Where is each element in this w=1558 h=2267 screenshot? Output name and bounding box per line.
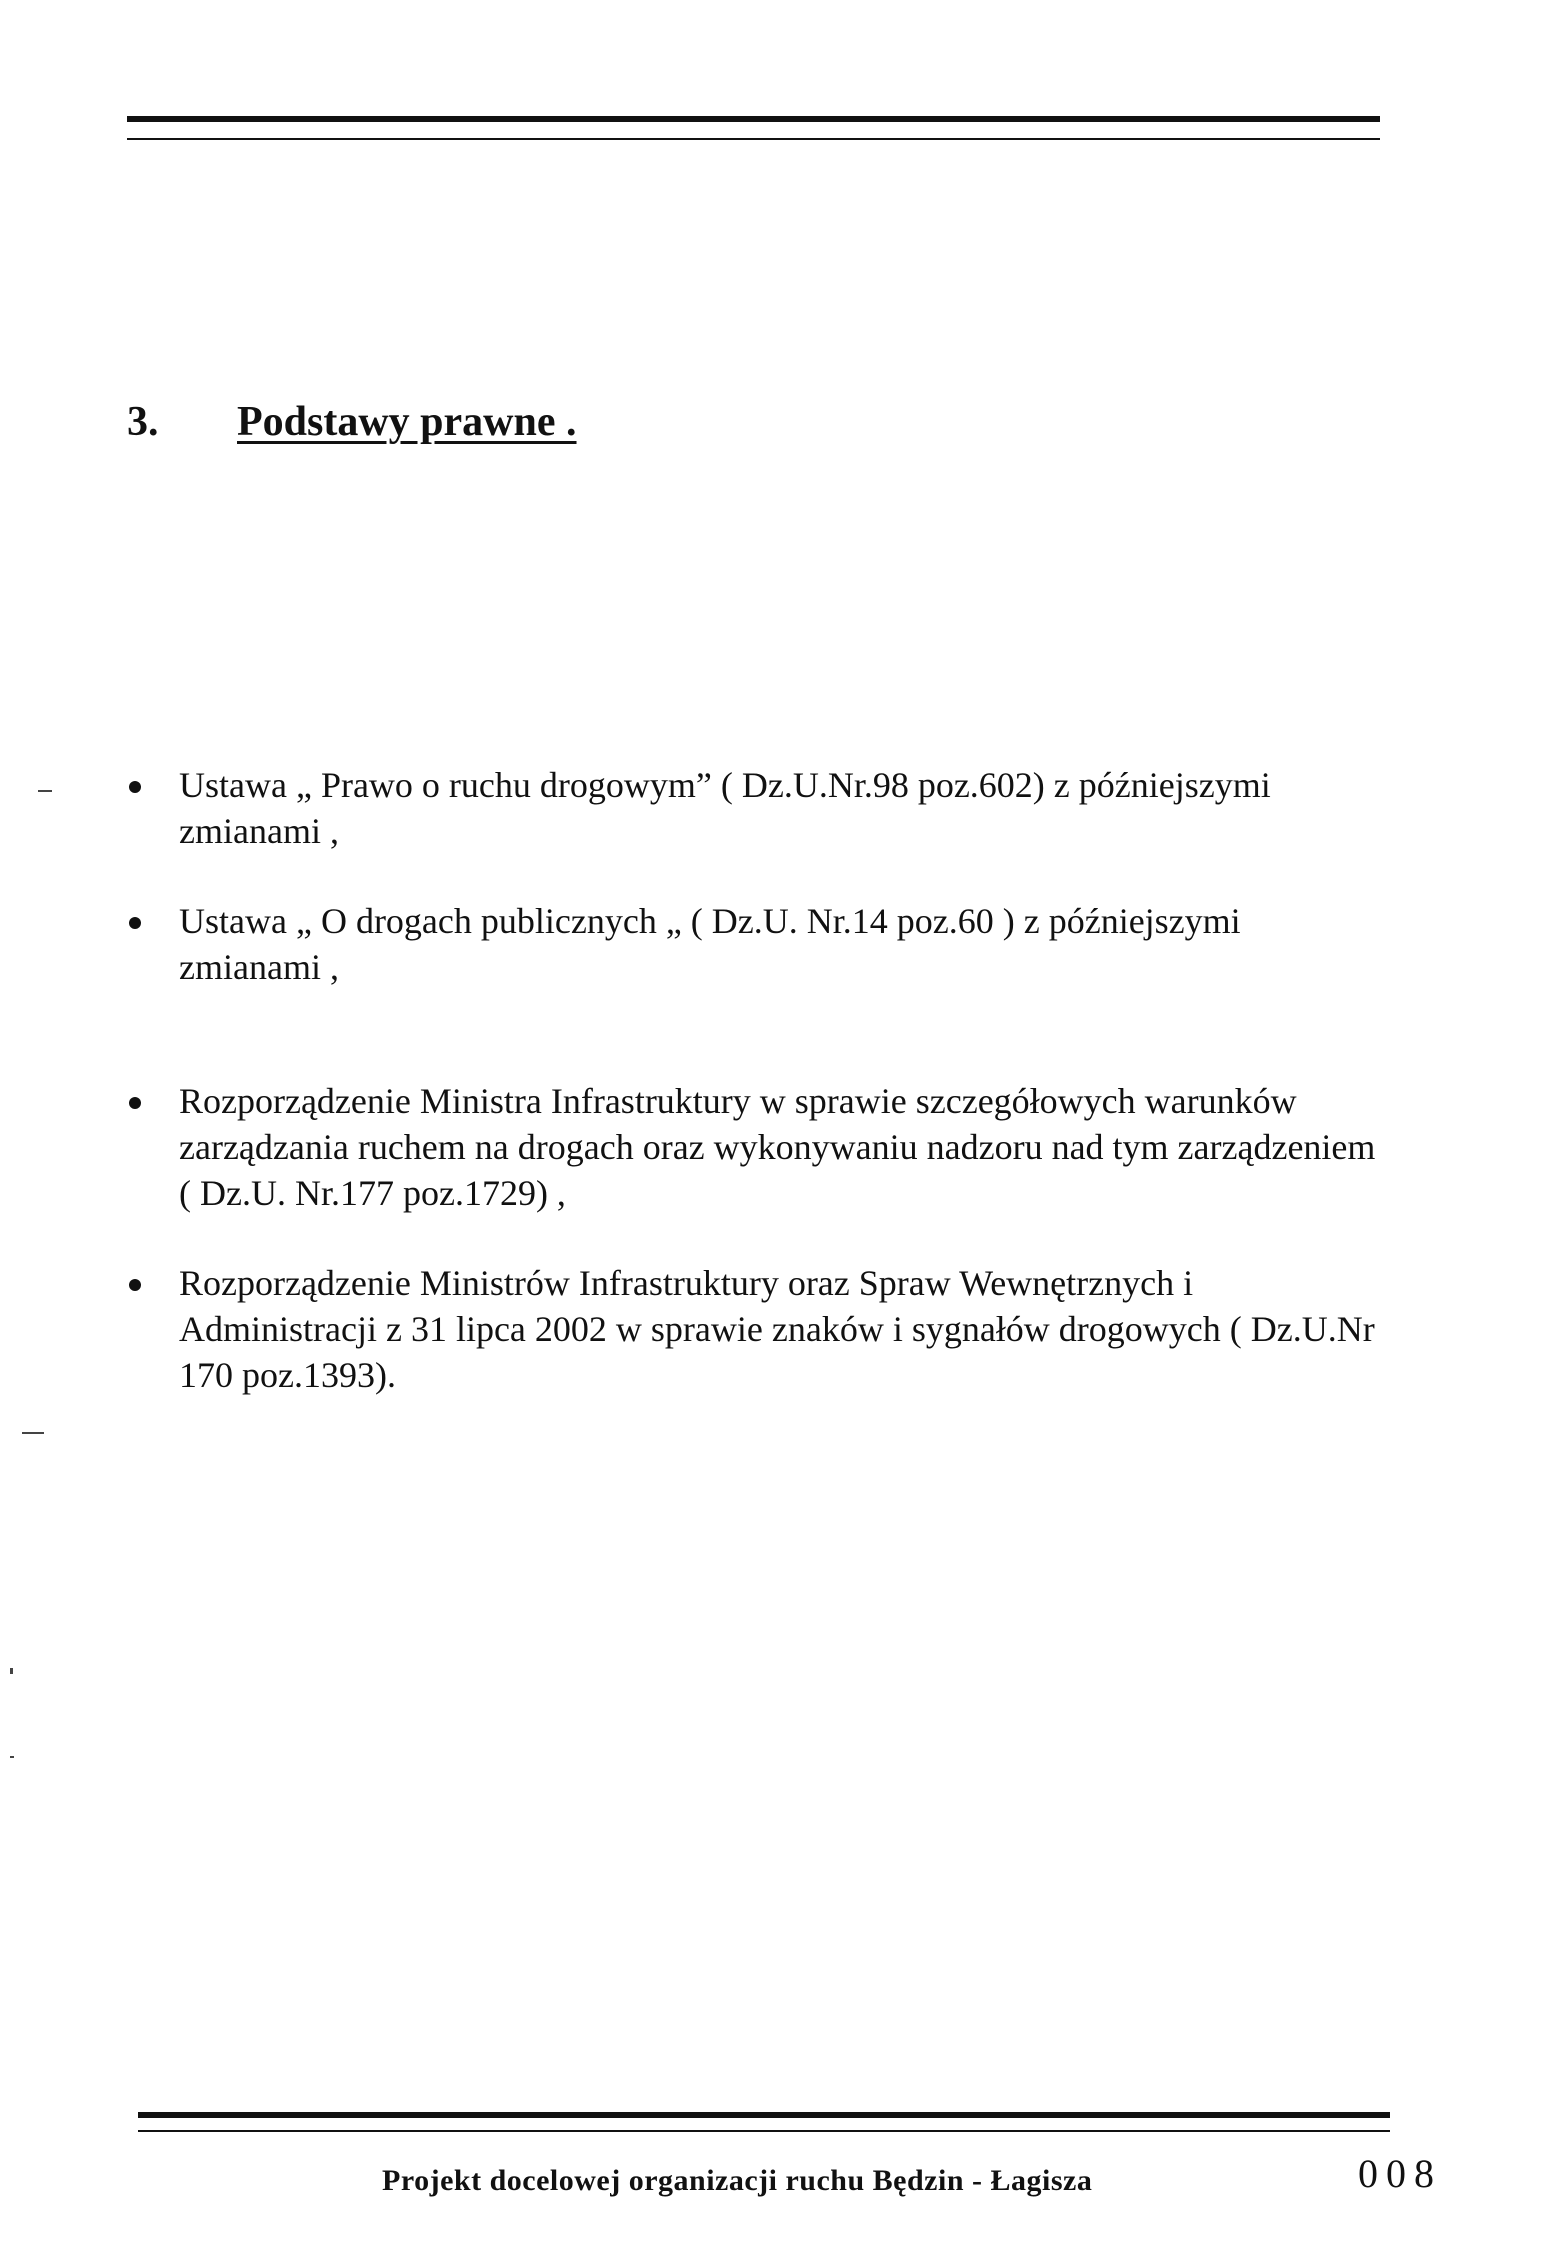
bullet-icon (129, 917, 141, 929)
header-rule-thick (127, 116, 1380, 122)
footer-rule-thick (138, 2112, 1390, 2118)
scan-mark (38, 790, 52, 792)
section-heading (127, 398, 577, 446)
bullet-icon (129, 1097, 141, 1109)
footer-title: Projekt docelowej organizacji ruchu Będzin - Łagisza (382, 2164, 1093, 2197)
list-item-text: Rozporządzenie Ministra Infrastruktury w sprawie szczegółowych warunków zarządzania ruchem na drogach oraz wykonywaniu nadzoru nad tym zarządzeniem ( Dz.U. Nr.177 poz.1729) , (179, 1081, 1376, 1213)
list-item (127, 1078, 1387, 1216)
section-title: Podstawy prawne . (237, 399, 577, 445)
list-item-text: Ustawa „ O drogach publicznych „ ( Dz.U. Nr.14 poz.60 ) z późniejszymi zmianami , (179, 901, 1241, 987)
header-rule-thin (127, 138, 1380, 140)
list-item-text: Rozporządzenie Ministrów Infrastruktury oraz Spraw Wewnętrznych i Administracji z 31 lipca 2002 w sprawie znaków i sygnałów drogowych ( Dz.U.Nr 170 poz.1393). (179, 1263, 1375, 1395)
scan-mark (22, 1432, 44, 1434)
section-number: 3. (127, 399, 159, 445)
footer-rule-thin (138, 2130, 1390, 2132)
list-item (127, 898, 1387, 990)
scan-mark (10, 1668, 13, 1674)
list-item (127, 762, 1387, 854)
page-number: 008 (1358, 2151, 1442, 2196)
bullet-icon (129, 1279, 141, 1291)
legal-basis-list (127, 762, 1387, 1398)
list-item (127, 1260, 1387, 1398)
list-item-text: Ustawa „ Prawo o ruchu drogowym” ( Dz.U.Nr.98 poz.602) z późniejszymi zmianami , (179, 765, 1271, 851)
scan-mark (10, 1756, 14, 1758)
bullet-icon (129, 781, 141, 793)
